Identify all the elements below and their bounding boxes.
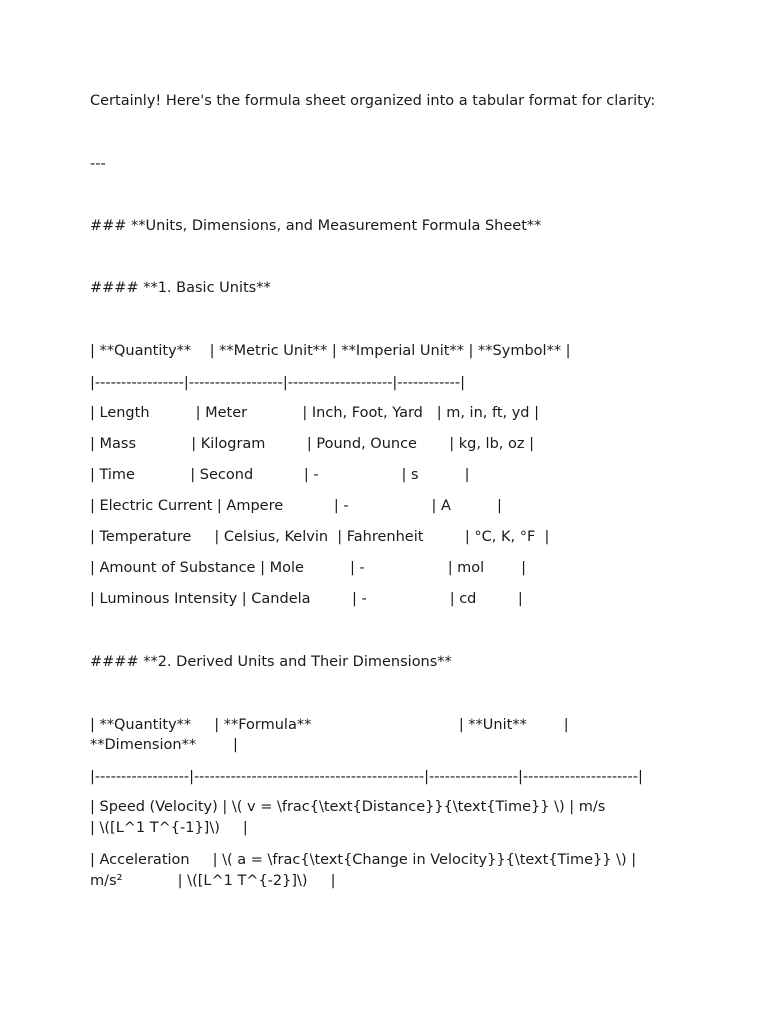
section1-table-divider: |-----------------|------------------|--------------------|------------| [90, 375, 465, 391]
table-row-line2: | \([L^1 T^{-1}]\) | [90, 820, 248, 836]
section2-table-header-line1: | **Quantity** | **Formula** | **Unit** | [90, 717, 569, 733]
table-row-line2: m/s² | \([L^1 T^{-2}]\) | [90, 873, 336, 889]
table-row: | Temperature | Celsius, Kelvin | Fahrenheit | °C, K, °F | [90, 529, 550, 545]
table-row: | Amount of Substance | Mole | - | mol | [90, 560, 526, 576]
section2-table-header-line2: **Dimension** | [90, 737, 238, 753]
section1-heading: #### **1. Basic Units** [90, 280, 271, 296]
section1-table-header: | **Quantity** | **Metric Unit** | **Imperial Unit** | **Symbol** | [90, 343, 571, 359]
table-row-line1: | Speed (Velocity) | \( v = \frac{\text{Distance}}{\text{Time}} \) | m/s [90, 799, 606, 815]
intro-text: Certainly! Here's the formula sheet organized into a tabular format for clarity: [90, 93, 656, 109]
table-row: | Time | Second | - | s | [90, 467, 470, 483]
main-heading: ### **Units, Dimensions, and Measurement Formula Sheet** [90, 218, 542, 234]
section2-heading: #### **2. Derived Units and Their Dimensions** [90, 654, 452, 670]
table-row: | Length | Meter | Inch, Foot, Yard | m, in, ft, yd | [90, 405, 540, 421]
table-row-line1: | Acceleration | \( a = \frac{\text{Change in Velocity}}{\text{Time}} \) | [90, 852, 637, 868]
table-row: | Luminous Intensity | Candela | - | cd | [90, 591, 523, 607]
table-row: | Mass | Kilogram | Pound, Ounce | kg, lb, oz | [90, 436, 534, 452]
table-row: | Electric Current | Ampere | - | A | [90, 498, 502, 514]
separator-line: --- [90, 156, 106, 172]
section2-table-divider: |------------------|--------------------------------------------|-----------------|----------------------| [90, 769, 643, 785]
